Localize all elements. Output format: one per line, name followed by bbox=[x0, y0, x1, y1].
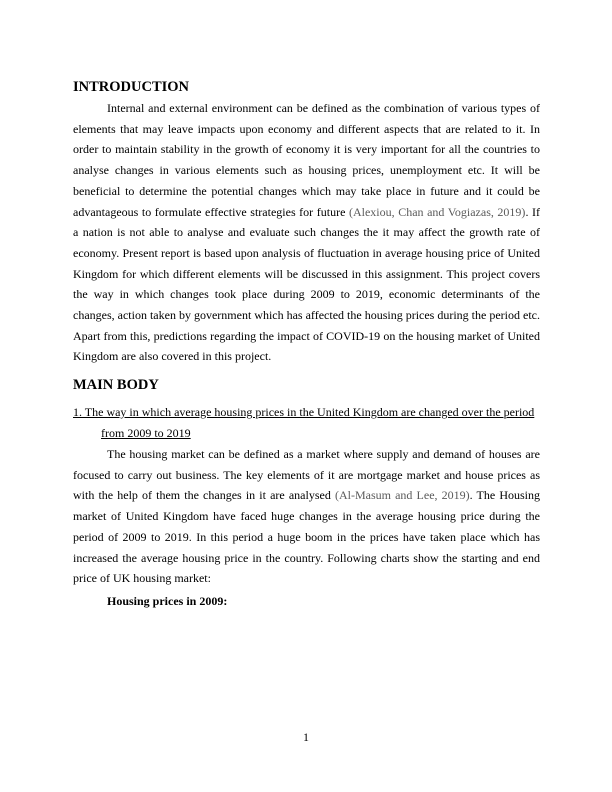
section-1-subheading bbox=[73, 402, 540, 443]
introduction-text-part-2: . If a nation is not able to analyse and evaluate such changes the it may affect the growth rate of economy. Present report is based upon analysis of fluctuation in average housing price of United Kingdom for which different elements will be discussed in this assignment. This project covers the way in which changes took place during 2009 to 2019, economic determinants of the changes, action taken by government which has affected the housing prices during the period etc. Apart from this, predictions regarding the impact of COVID-19 on the housing market of United Kingdom are also covered in this project. bbox=[73, 204, 540, 364]
main-body-heading: MAIN BODY bbox=[73, 377, 159, 393]
introduction-text-part-1: Internal and external environment can be defined as the combination of various types of elements that may leave impacts upon economy and different aspects that are related to it. In order to maintain stability in the growth of economy it is very important for all the countries to analyse changes in various elements such as housing prices, unemployment etc. It will be beneficial to determine the potential changes which may take place in future and it could be advantageous to formulate effective strategies for future bbox=[73, 101, 540, 219]
section-1-subheading-text: 1. The way in which average housing prices in the United Kingdom are changed over the period from 2009 to 2019 bbox=[73, 405, 535, 440]
housing-market-text-part-1: The housing market can be defined as a market where supply and demand of houses are focused to carry out business. The key elements of it are mortgage market and house prices as with the help of them the changes in it are analysed bbox=[73, 447, 540, 503]
housing-market-paragraph bbox=[73, 444, 540, 589]
housing-market-text-part-2: . The Housing market of United Kingdom have faced huge changes in the average housing price during the period of 2009 to 2019. In this period a huge boom in the prices have taken place which has increased the average housing price in the country. Following charts show the starting and end price of UK housing market: bbox=[73, 488, 540, 586]
introduction-heading: INTRODUCTION bbox=[73, 79, 190, 95]
chart-caption-2009: Housing prices in 2009: bbox=[107, 594, 228, 608]
page-number: 1 bbox=[303, 730, 309, 744]
introduction-paragraph bbox=[73, 98, 540, 367]
citation-alexiou: (Alexiou, Chan and Vogiazas, 2019) bbox=[348, 204, 526, 219]
citation-al-masum: (Al-Masum and Lee, 2019) bbox=[334, 488, 470, 503]
